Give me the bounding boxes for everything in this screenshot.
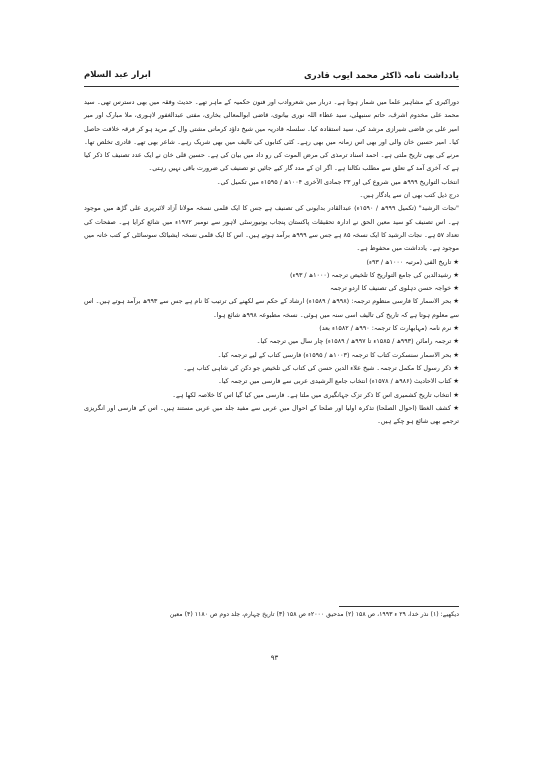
list-item: ★ ذکر رسول کا مکمل ترجمہ۔ شیخ علاء الدین حسن کی کتاب کی تلخیص جو دکن کی شاہی کتاب ہے۔ (183, 363, 459, 372)
list-item: ★ خواجہ حسن دہلوی کی تصنیف کا اردو ترجمہ (330, 284, 459, 293)
list-item: ★ تاریخ الفی (مرتبہ ۱۰۰۰ھ / ۹۳ء) (366, 257, 459, 266)
line-1: انتخاب التواریخ ۹۹۹ھ میں شروع کی اور ۲۳ جمادی الآخری ۱۰۰۴ھ / ۱۵۹۵ء میں تکمیل کی۔ (216, 177, 459, 186)
list-item: ★ ترجمہ رامائن (۹۹۳ھ / ۱۵۸۵ء تا ۹۹۷ھ / ۱۵۸۹ء) چار سال میں ترجمہ کیا۔ (256, 337, 459, 346)
footnote: دیکھیے: (۱) نذر خدا، ۲۹ ء ۱۹۹۳، ص ۱۵۸ (۲) مدحیق ۲۰۰۰ء ص ۱۵۸ (۳) تاریخ چہارم، جلد دوم ص ۱۱۸۰ (۴) معین (169, 611, 459, 618)
list-item: ★ بحر الاسمار کا فارسی منظوم ترجمہ: (۹۹۸ھ / ۱۵۸۹ء) ارشاد کے حکم سے لکھنے کی ترتیب کا نام ہے جس سے ۹۹۳ھ برآمد ہوتے ہیں۔ اس سے معلوم ہوتا ہے کہ تاریخ کی تالیف اسی سنہ میں ہوئی۔ نسخہ مطبوعہ ۹۹۸ھ شائع ہوا۔ (84, 297, 459, 319)
list-item: ★ رشیدالدین کی جامع التواریخ کا تلخیص ترجمہ (۱۰۰۰ھ / ۹۳ء) (290, 270, 459, 279)
list-item: ★ نرم نامہ (مہابھارت کا ترجمہ: ۹۹۰ھ / ۱۵۸۲ء بعد) (319, 324, 459, 333)
list-item: ★ بحر الاسمار سنسکرت کتاب کا ترجمہ (۱۰۰۳ھ / ۱۵۹۵ء) فارسی کتاب کے لیے ترجمہ کیا۔ (217, 350, 459, 359)
header-left-author: ابرار عبد السلام (84, 70, 151, 80)
list-item: ★ انتخاب تاریخ کشمیری اس کا ذکر تزک جہانگیری میں ملتا ہے۔ فارسی میں کیا گیا اس کا خلاصہ لکھا ہے۔ (172, 390, 459, 399)
footnote-divider (339, 606, 459, 607)
list-item: ★ کتاب الاحادیث (۹۸۶ھ / ۱۵۷۸ء) انتخاب جامع الرشیدی عربی سے فارسی میں ترجمہ کیا۔ (217, 377, 459, 386)
paragraph-1: دوراکبری کے مشاہیر علما میں شمار ہوتا ہے۔ دربار میں شعروادب اور فنون حکمیہ کے ماہر تھے۔ حدیث وفقہ میں بھی دسترس تھی۔ سید محمد علی مخدوم اشرف، حاتم سنبھلی، سید عطاء اللہ نوری بیانوی، قاضی ابوالمعالی بخاری، مفتی عبدالغفور لاہوری، ملا مبارک اور میر امیر علی بن فاضی شیرازی مرشد کی، سید استفادہ کیا۔ سلسلہ قادریہ میں شیخ داؤد کرمانی مشتی وال کے مرید ہو کر فرقہ خلافت حاصل کیا۔ امیر حسین خان والی اور بھی اس زمانہ میں بھی رہے۔ کئی کتابوں کی تالیف میں بھی شریک رہے۔ شاعر بھی تھے۔ قادری تخلص تھا۔ مرنے کی بھی تاریخ ملتی ہے۔ احمد اسناد ترمذی کی مرض الموت کی رو داد میں بیان کی ہے۔ حسین قلی خان نے ایک عدد تصنیف کا ذکر کیا ہے کہ آخری آمد کے تعلق سے مطلب نکالنا ہے۔ اگر ان کے مدد گار کیے جائیں تو تصنیف کی ضرورت باقی نہیں رہتی۔ (84, 98, 459, 173)
line-2: درج ذیل کتب بھی ان سے یادگار ہیں۔ (359, 191, 459, 200)
list-item: ★ کشف الغطا (احوال الصلحا) تذکرہ اولیا اور صلحا کے احوال میں عربی سے مفید جلد میں عربی مستند ہیں۔ اس کے فارسی اور انگریزی ترجمے بھی شائع ہو چکے ہیں۔ (84, 403, 459, 426)
page-number: ۹۳ (270, 654, 279, 662)
paragraph-2: "نجات الرشید" (تکمیل ۹۹۹ھ / ۱۵۹۰ء) عبدالقادر بدایونی کی تصنیف ہے جس کا ایک قلمی نسخہ مولانا آزاد لائبریری علی گڑھ میں موجود ہے۔ اس تصنیف کو سید معین الحق نے ادارہ تحقیقات پاکستان پنجاب یونیورسٹی لاہور سے نومبر ۱۹۷۲ء میں شائع کرایا ہے۔ صفحات کی تعداد ۵۷ ہے۔ نجات الرشید کا ایک نسخہ ۸۵ ہے جس سے ۹۹۹ھ برآمد ہوتے ہیں۔ اس کا ایک قلمی نسخہ ایشیاٹک سوسائٹی کے کتب خانہ میں موجود ہے۔ یادداشت میں محفوظ ہے۔ (84, 204, 459, 253)
header-divider (84, 86, 459, 87)
running-header (84, 68, 459, 82)
main-text (84, 96, 459, 428)
header-right-title: یادداشت نامہ ڈاکٹر محمد ایوب قادری (304, 70, 459, 81)
